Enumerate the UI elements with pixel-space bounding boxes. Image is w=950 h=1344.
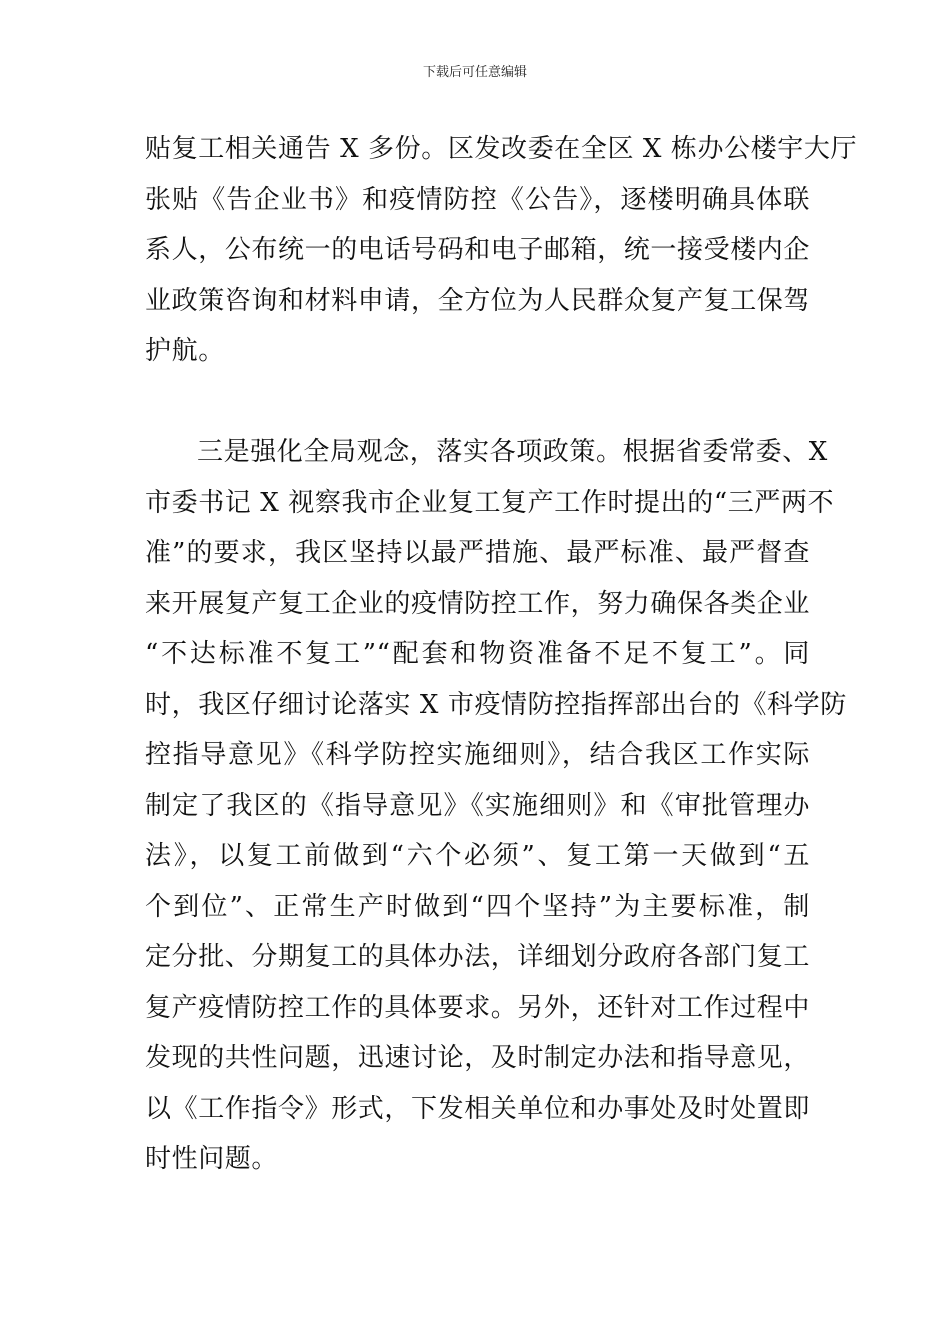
paragraph-2 [145,427,847,1185]
paragraph-line: 张贴《告企业书》和疫情防控《公告》，逐楼明确具体联 [145,184,810,215]
paragraph-line: 以《工作指令》形式，下发相关单位和办事处及时处置即 [145,1093,811,1124]
paragraph-line: 系人，公布统一的电话号码和电子邮箱，统一接受楼内企 [145,235,811,265]
page-header: 下载后可任意编辑 [422,65,527,80]
paragraph-line: 时性问题。 [145,1144,279,1174]
paragraph-line: 业政策咨询和材料申请，全方位为人民群众复产复工保驾 [145,285,811,316]
paragraph-line: 来开展复产复工企业的疫情防控工作，努力确保各类企业 [145,588,811,619]
paragraph-line: 控指导意见》《科学防控实施细则》，结合我区工作实际 [145,740,810,770]
paragraph-line: 发现的共性问题，迅速讨论，及时制定办法和指导意见， [145,1043,811,1073]
paragraph-line: 法》，以复工前做到“六个必须”、复工第一天做到“五 [145,841,810,871]
paragraph-line: 护航。 [145,336,225,366]
paragraph-line: 个到位”、正常生产时做到“四个坚持”为主要标准，制 [145,891,810,922]
paragraph-line: 制定了我区的《指导意见》《实施细则》和《审批管理办 [145,790,810,821]
paragraph-line: 准”的要求，我区坚持以最严措施、最严标准、最严督查 [145,538,810,568]
paragraph-line: 时，我区仔细讨论落实 X 市疫情防控指挥部出台的《科学防 [145,689,847,720]
paragraph-1 [145,124,858,377]
paragraph-line: 市委书记 X 视察我市企业复工复产工作时提出的“三严两不 [145,487,835,518]
paragraph-line: 复产疫情防控工作的具体要求。另外，还针对工作过程中 [145,992,811,1023]
paragraph-line: “不达标准不复工”“配套和物资准备不足不复工”。同 [145,639,810,669]
paragraph-line: 定分批、分期复工的具体办法，详细划分政府各部门复工 [145,942,811,972]
paragraph-line-indented: 三是强化全局观念，落实各项政策。根据省委常委、X [197,437,828,467]
paragraph-line: 贴复工相关通告 X 多份。区发改委在全区 X 栋办公楼宇大厅 [145,134,858,164]
